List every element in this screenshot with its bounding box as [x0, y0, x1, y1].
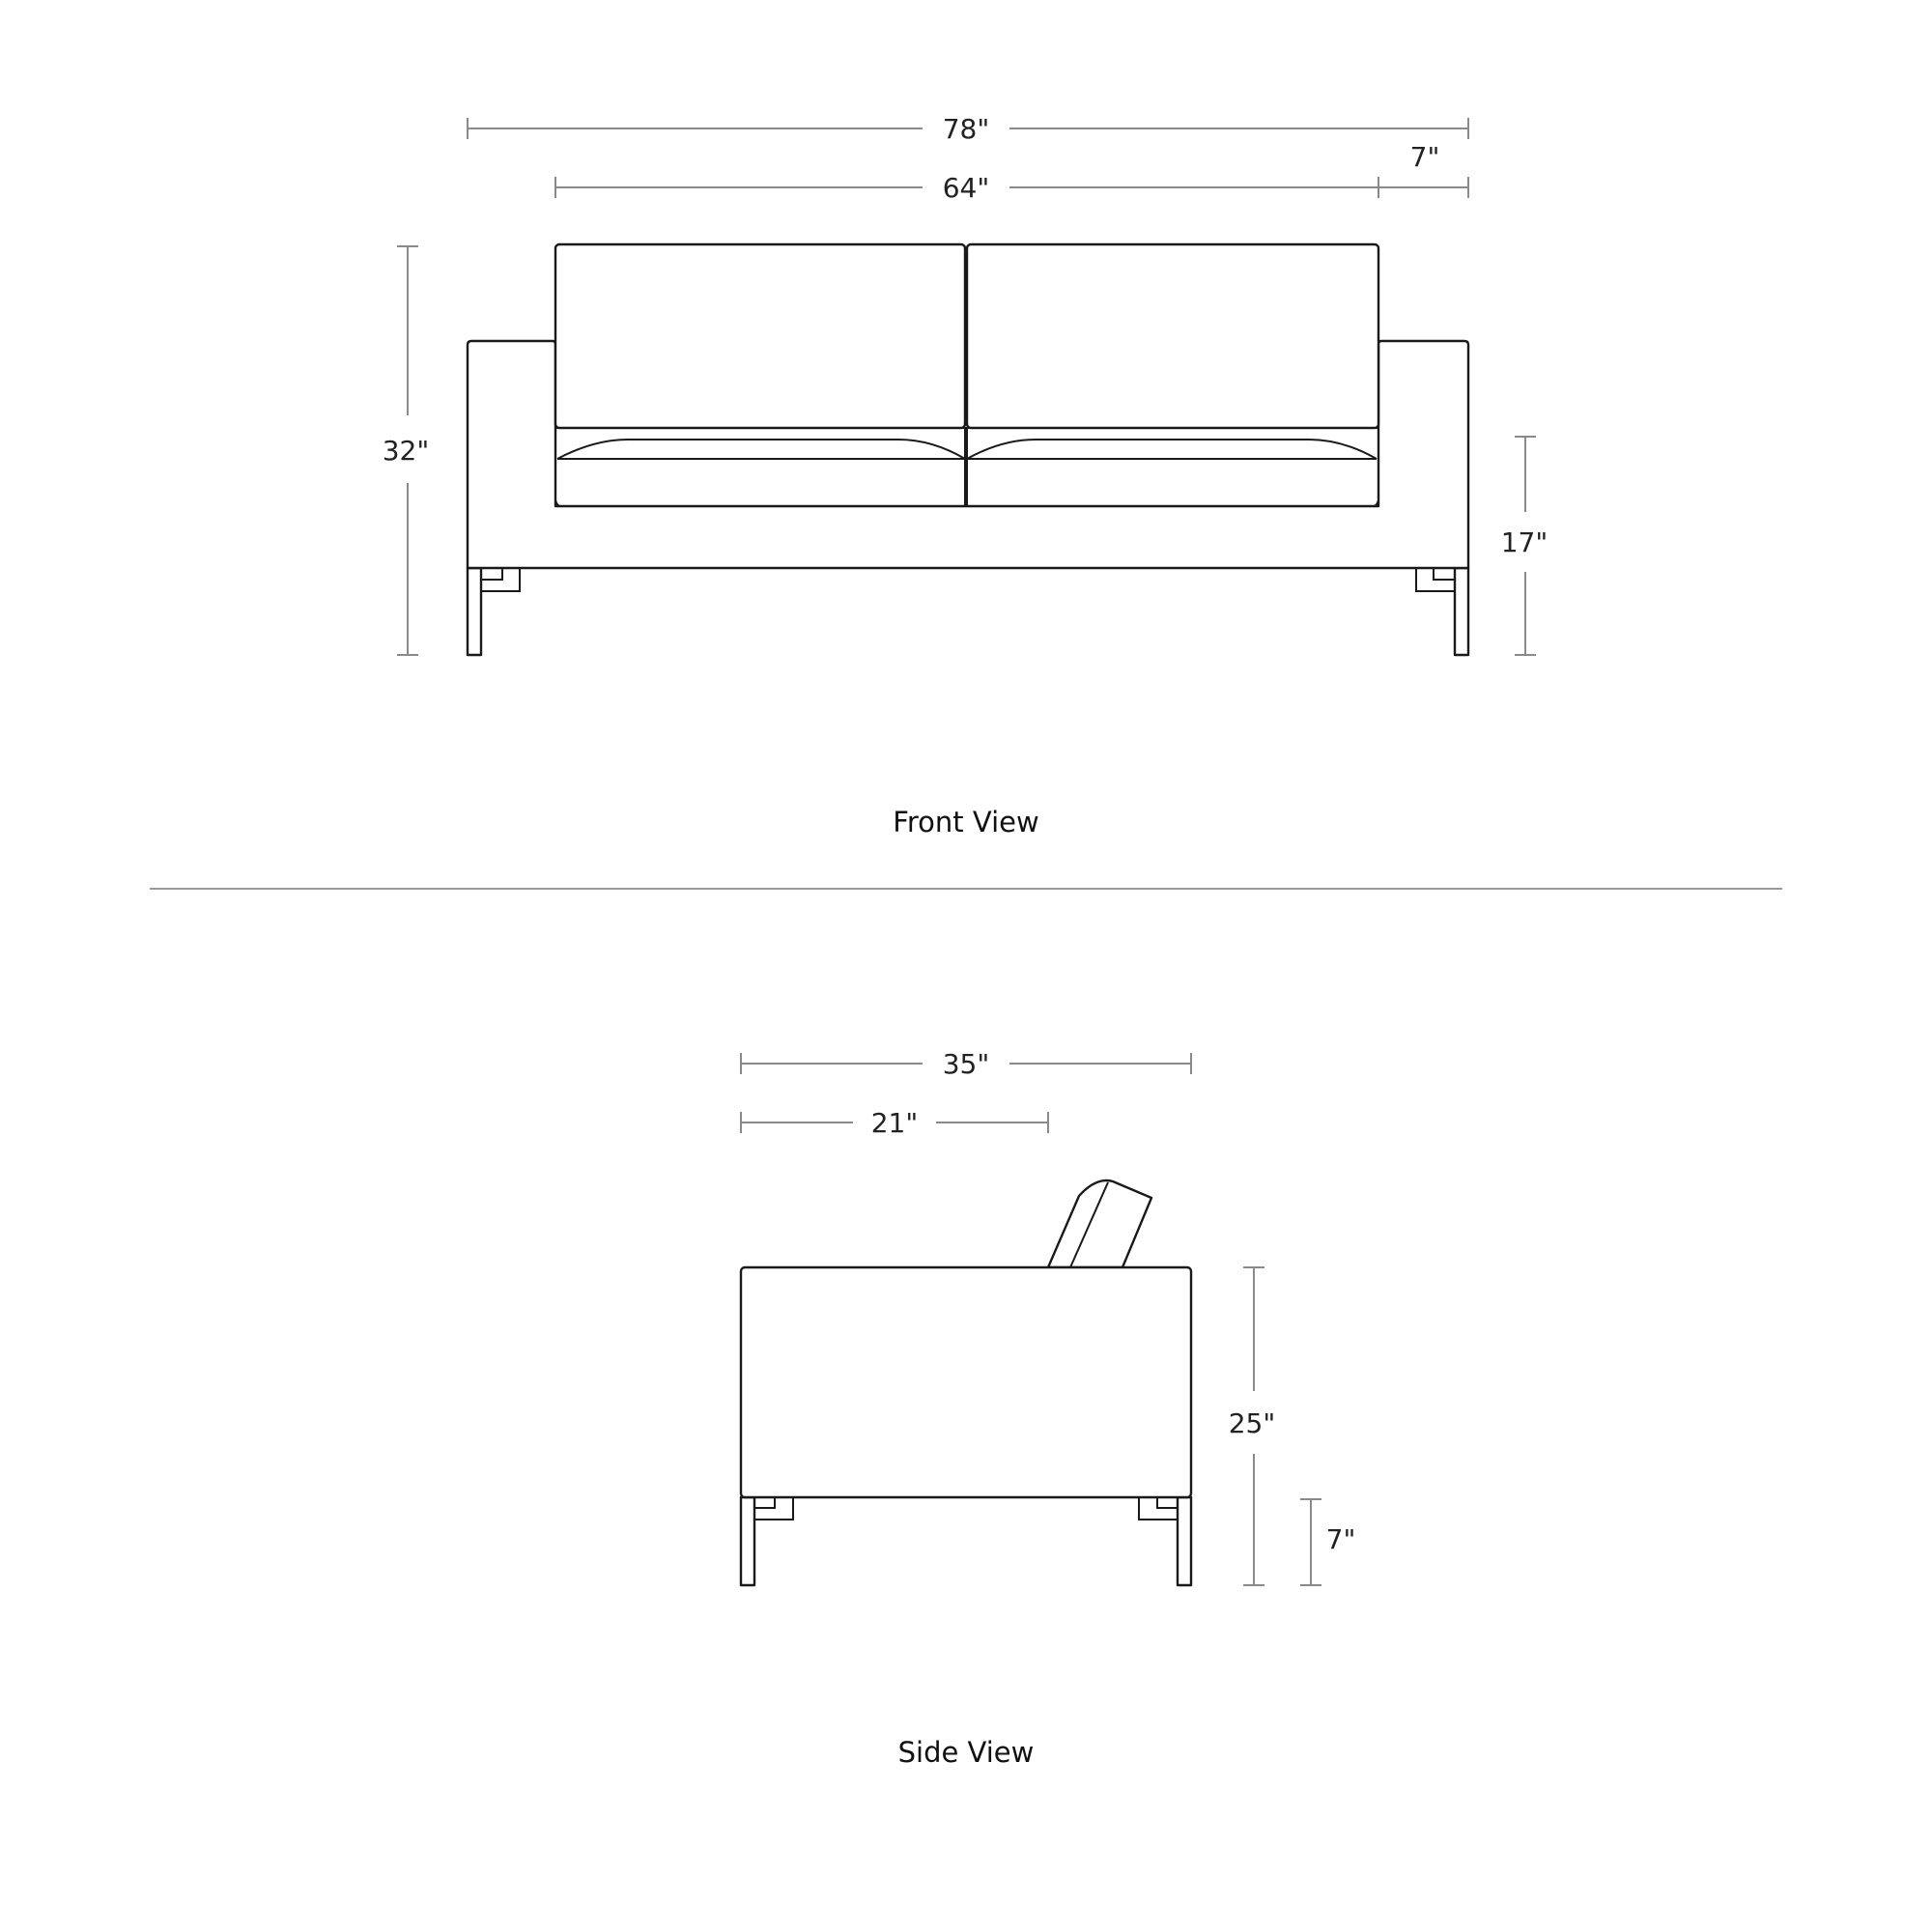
side-back-leg — [1139, 1497, 1191, 1585]
dimension-arm-height — [1229, 1267, 1276, 1585]
back-cushion-left — [555, 244, 965, 428]
arm-width-label: 7" — [1409, 141, 1440, 173]
overall-height-label: 32" — [382, 435, 430, 467]
back-cushion-right — [967, 244, 1378, 428]
dimension-overall-depth — [741, 1048, 1191, 1080]
leg-height-label: 7" — [1325, 1523, 1356, 1555]
front-view-caption: Front View — [893, 806, 1039, 838]
dimension-leg-height — [1300, 1499, 1355, 1585]
side-view — [741, 1048, 1355, 1769]
seat-cushion-left — [555, 428, 965, 506]
dimension-seat-width — [555, 172, 1378, 204]
dimension-seat-depth — [741, 1107, 1048, 1139]
arm-height-label: 25" — [1228, 1407, 1276, 1439]
side-front-leg — [741, 1497, 793, 1585]
overall-depth-label: 35" — [942, 1048, 990, 1080]
front-right-leg — [1416, 568, 1468, 655]
side-body — [741, 1267, 1191, 1497]
overall-width-label: 78" — [942, 113, 990, 145]
sofa-side-illustration — [741, 1180, 1191, 1585]
side-back-cushion — [1048, 1180, 1151, 1267]
dimension-seat-height — [1501, 437, 1548, 655]
seat-height-label: 17" — [1500, 526, 1548, 558]
seat-depth-label: 21" — [870, 1107, 919, 1139]
front-view — [383, 113, 1548, 838]
dimension-overall-height — [383, 246, 430, 655]
seat-cushion-right — [967, 428, 1378, 506]
front-left-leg — [468, 568, 520, 655]
side-view-caption: Side View — [897, 1736, 1035, 1769]
sofa-front-illustration — [468, 244, 1468, 655]
seat-width-label: 64" — [942, 172, 990, 204]
dimension-arm-width — [1378, 141, 1468, 198]
dimension-overall-width — [468, 113, 1468, 145]
